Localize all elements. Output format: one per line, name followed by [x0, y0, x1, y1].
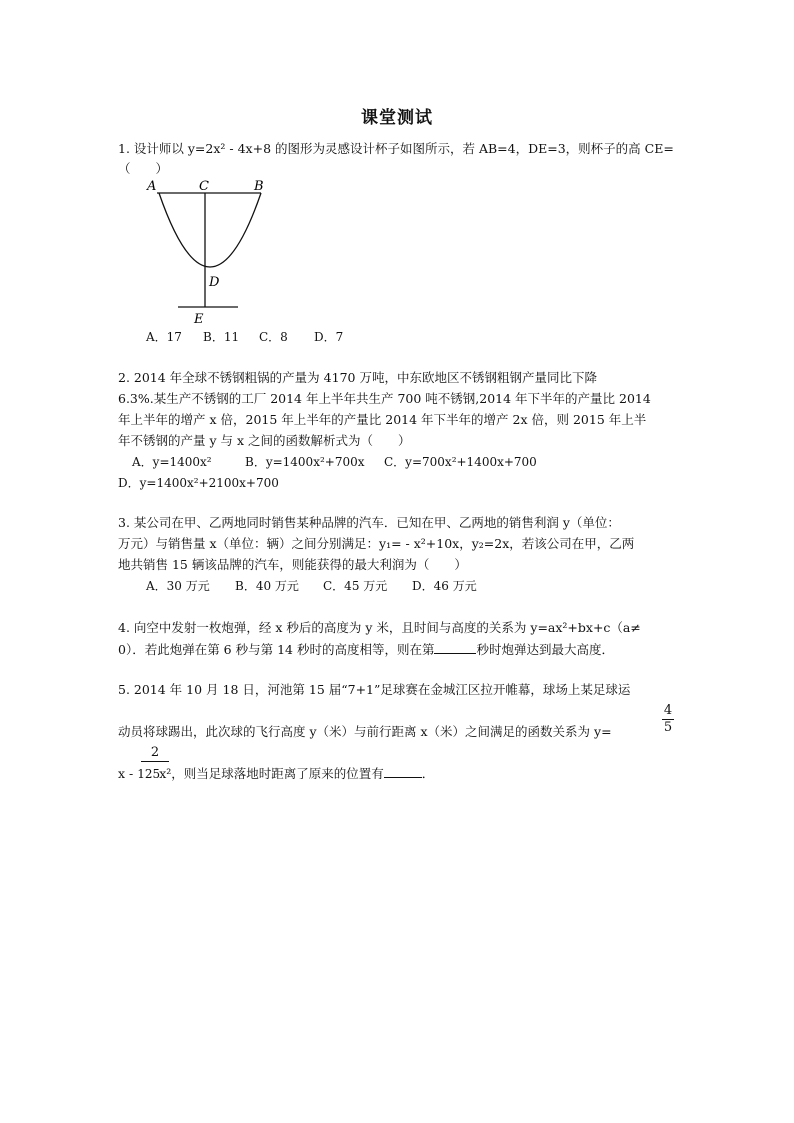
q5-expr-start: x - — [118, 766, 134, 781]
q1-option-d: D．7 — [314, 330, 344, 344]
q1-option-b: B．11 — [203, 330, 240, 344]
q3-option-c: C．45 万元 — [323, 579, 388, 593]
parabola-curve — [159, 193, 261, 267]
label-c: C — [199, 179, 209, 194]
q5-stem-line-3 — [118, 765, 434, 782]
q2-stem-line-2: 6.3%.某生产不锈钢的工厂 2014 年上半年共生产 700 吨不锈钢,2014 年下半年的产量比 2014 — [118, 391, 651, 406]
q4-answer-blank[interactable] — [434, 641, 476, 654]
q4-stem-text: 0）．若此炮弹在第 6 秒与第 14 秒时的高度相等，则在第 — [118, 642, 435, 657]
q3-option-d: D．46 万元 — [412, 579, 477, 593]
q2-option-a: A．y=1400x² — [132, 455, 212, 469]
label-e: E — [194, 312, 204, 326]
fraction-4-5-denominator: 5 — [663, 720, 673, 735]
q4-stem-line-1: 4. 向空中发射一枚炮弹，经 x 秒后的高度为 y 米，且时间与高度的关系为 y=ax²+bx+c（a≠ — [118, 620, 641, 635]
q2-option-b: B．y=1400x²+700x — [245, 455, 365, 469]
q1-stem-line-2: （ ） — [118, 161, 169, 176]
cup-figure — [140, 176, 280, 326]
q3-stem-line-1: 3. 某公司在甲、乙两地同时销售某种品牌的汽车．已知在甲、乙两地的销售利润 y（单位： — [118, 515, 620, 530]
q2-option-d: D．y=1400x²+2100x+700 — [118, 476, 279, 490]
fraction-2-125-bar — [141, 761, 169, 762]
label-d: D — [209, 275, 220, 290]
fraction-4-5-numerator: 4 — [663, 703, 673, 718]
q5-answer-blank[interactable] — [384, 765, 422, 778]
fraction-2-125-denominator: 125 — [137, 767, 161, 781]
q1-stem-line-1: 1. 设计师以 y=2x² - 4x+8 的图形为灵感设计杯子如图所示，若 AB=4，DE=3，则杯子的高 CE= — [118, 141, 674, 156]
q1-option-a: A．17 — [146, 330, 182, 344]
q3-option-b: B．40 万元 — [235, 579, 299, 593]
q5-stem-line-2: 动员将球踢出，此次球的飞行高度 y（米）与前行距离 x（米）之间满足的函数关系为 y= — [118, 724, 612, 739]
q5-stem-tail: ． — [421, 766, 435, 781]
q2-stem-line-4: 年不锈钢的产量 y 与 x 之间的函数解析式为（ ） — [118, 433, 411, 448]
q2-stem-line-1: 2. 2014 年全球不锈钢粗锅的产量为 4170 万吨，中东欧地区不锈钢粗钢产量同比下降 — [118, 370, 597, 385]
label-a: A — [147, 179, 157, 194]
q4-stem-tail: 秒时炮弹达到最大高度． — [476, 642, 614, 657]
q5-stem-line-1: 5. 2014 年 10 月 18 日，河池第 15 届“7+1”足球赛在金城江区拉开帷幕，球场上某足球运 — [118, 682, 631, 697]
q3-stem-line-2: 万元）与销售量 x（单位：辆）之间分别满足：y₁= - x²+10x，y₂=2x，若该公司在甲，乙两 — [118, 536, 635, 551]
q3-stem-line-3: 地共销售 15 辆该品牌的汽车，则能获得的最大利润为（ ） — [118, 557, 467, 572]
q3-option-a: A．30 万元 — [146, 579, 210, 593]
q5-stem-text: x²，则当足球落地时距离了原来的位置有 — [159, 766, 384, 781]
q2-option-c: C．y=700x²+1400x+700 — [384, 455, 537, 469]
q2-stem-line-3: 年上半年的增产 x 倍，2015 年上半年的产量比 2014 年下半年的增产 2x 倍，则 2015 年上半 — [118, 412, 647, 427]
q4-stem-line-2 — [118, 641, 614, 658]
fraction-2-125-numerator: 2 — [150, 745, 160, 760]
page-title: 课堂测试 — [361, 108, 433, 128]
q1-option-c: C．8 — [259, 330, 288, 344]
label-b: B — [254, 179, 264, 194]
